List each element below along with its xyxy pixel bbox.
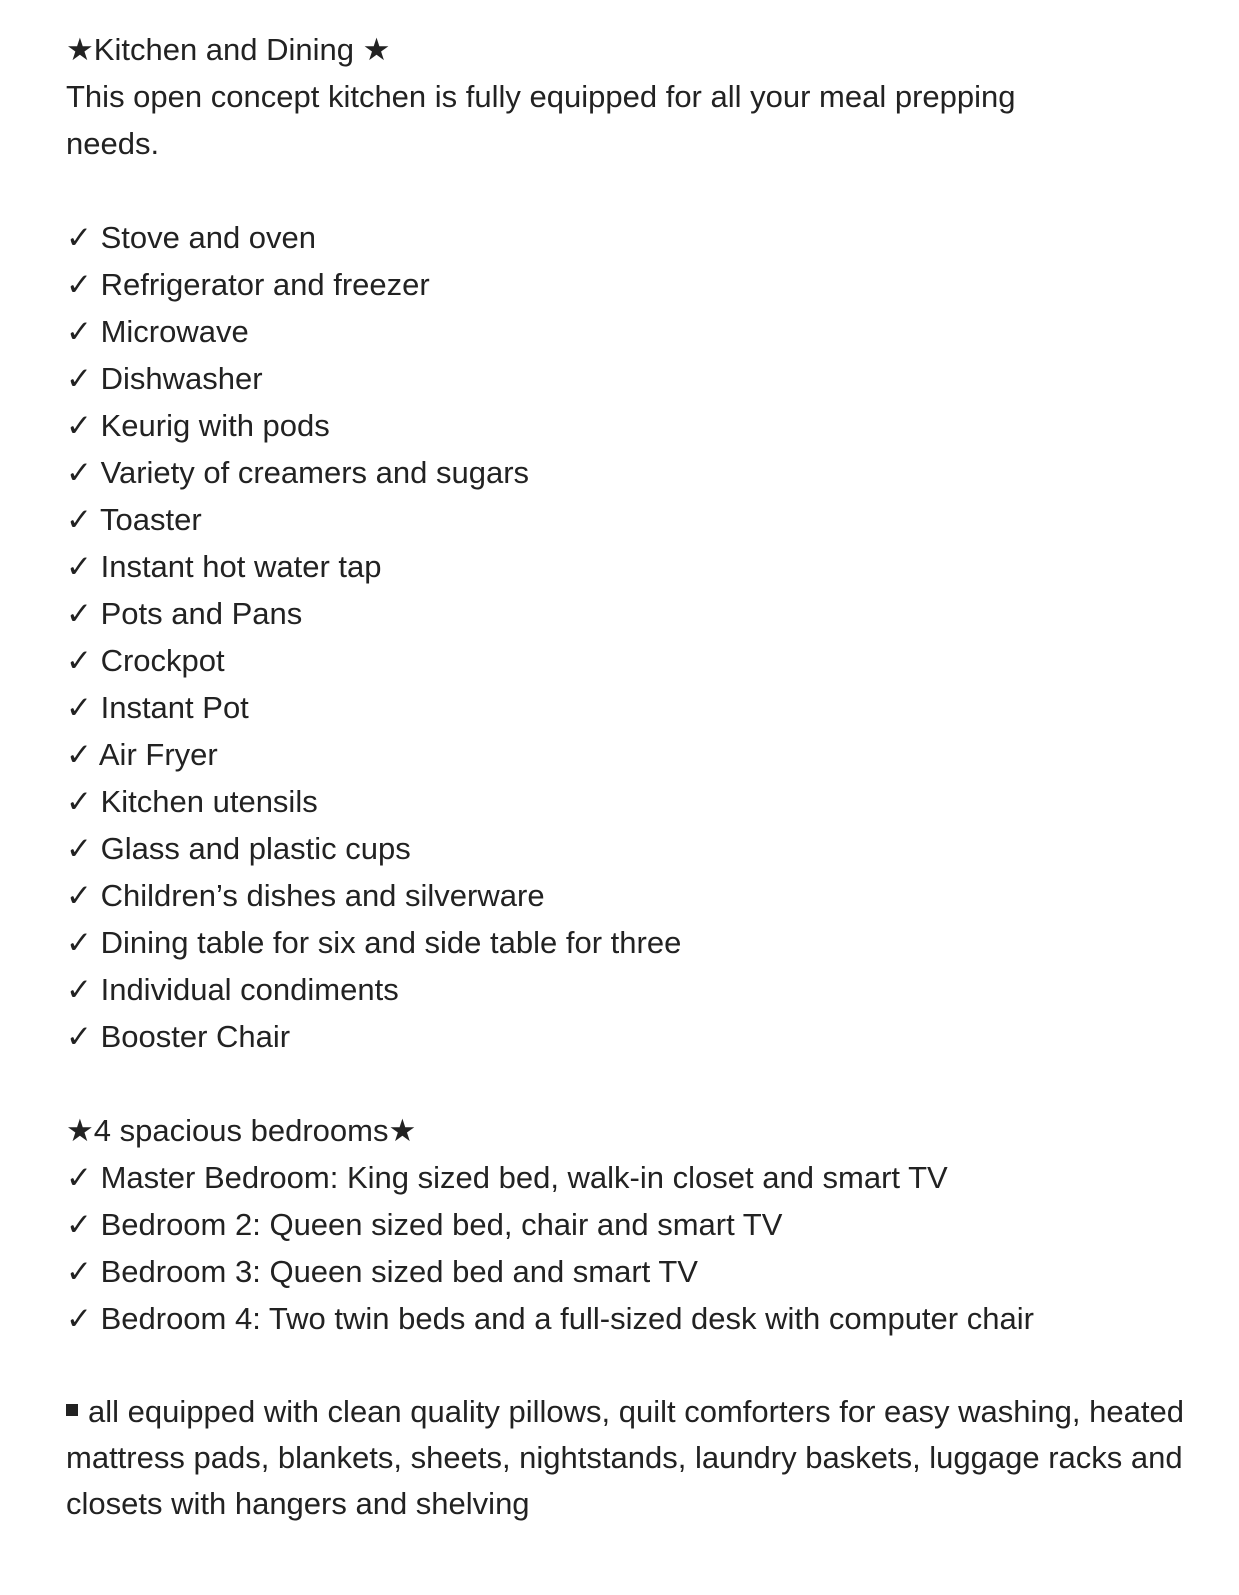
list-item: ✓ Glass and plastic cups (66, 831, 411, 866)
spacer (66, 167, 1186, 214)
list-item: ✓ Variety of creamers and sugars (66, 455, 530, 490)
list-item: ✓ Bedroom 4: Two twin beds and a full-sized desk with computer chair (66, 1301, 1034, 1336)
list-item: ✓ Refrigerator and freezer (66, 267, 430, 302)
kitchen-section (66, 26, 1186, 1060)
bedrooms-list (66, 1154, 1186, 1342)
list-item: ✓ Bedroom 3: Queen sized bed and smart TV (66, 1254, 698, 1289)
list-item: ✓ Pots and Pans (66, 596, 303, 631)
list-item: ✓ Microwave (66, 314, 249, 349)
list-item: ✓ Bedroom 2: Queen sized bed, chair and smart TV (66, 1207, 783, 1242)
list-item: ✓ Stove and oven (66, 220, 317, 255)
bedrooms-note-text: all equipped with clean quality pillows, quilt comforters for easy washing, heated mattress pads, blankets, sheets, nightstands, laundry baskets, luggage racks and closets with hangers and shelving (66, 1394, 1184, 1521)
list-item: ✓ Instant Pot (66, 690, 249, 725)
list-item: ✓ Children’s dishes and silverware (66, 878, 545, 913)
list-item: ✓ Individual condiments (66, 972, 399, 1007)
list-item: ✓ Keurig with pods (66, 408, 330, 443)
list-item: ✓ Instant hot water tap (66, 549, 382, 584)
list-item: ✓ Booster Chair (66, 1019, 291, 1054)
kitchen-section-title: ★Kitchen and Dining ★ (66, 32, 391, 67)
kitchen-amenities-list (66, 214, 1186, 1060)
list-item: ✓ Dining table for six and side table for three (66, 925, 682, 960)
listing-description (66, 26, 1186, 1527)
list-item: ✓ Toaster (66, 502, 202, 537)
list-item: ✓ Air Fryer (66, 737, 218, 772)
list-item: ✓ Dishwasher (66, 361, 263, 396)
list-item: ✓ Kitchen utensils (66, 784, 318, 819)
spacer (66, 1342, 1186, 1389)
bedrooms-section (66, 1107, 1186, 1527)
list-item: ✓ Crockpot (66, 643, 225, 678)
bedrooms-section-title: ★4 spacious bedrooms★ (66, 1113, 417, 1148)
bedrooms-note (66, 1389, 1186, 1527)
kitchen-description: This open concept kitchen is fully equipped for all your meal prepping needs. (66, 79, 1016, 161)
spacer (66, 1060, 1186, 1107)
square-bullet-icon (66, 1404, 78, 1416)
list-item: ✓ Master Bedroom: King sized bed, walk-in closet and smart TV (66, 1160, 948, 1195)
